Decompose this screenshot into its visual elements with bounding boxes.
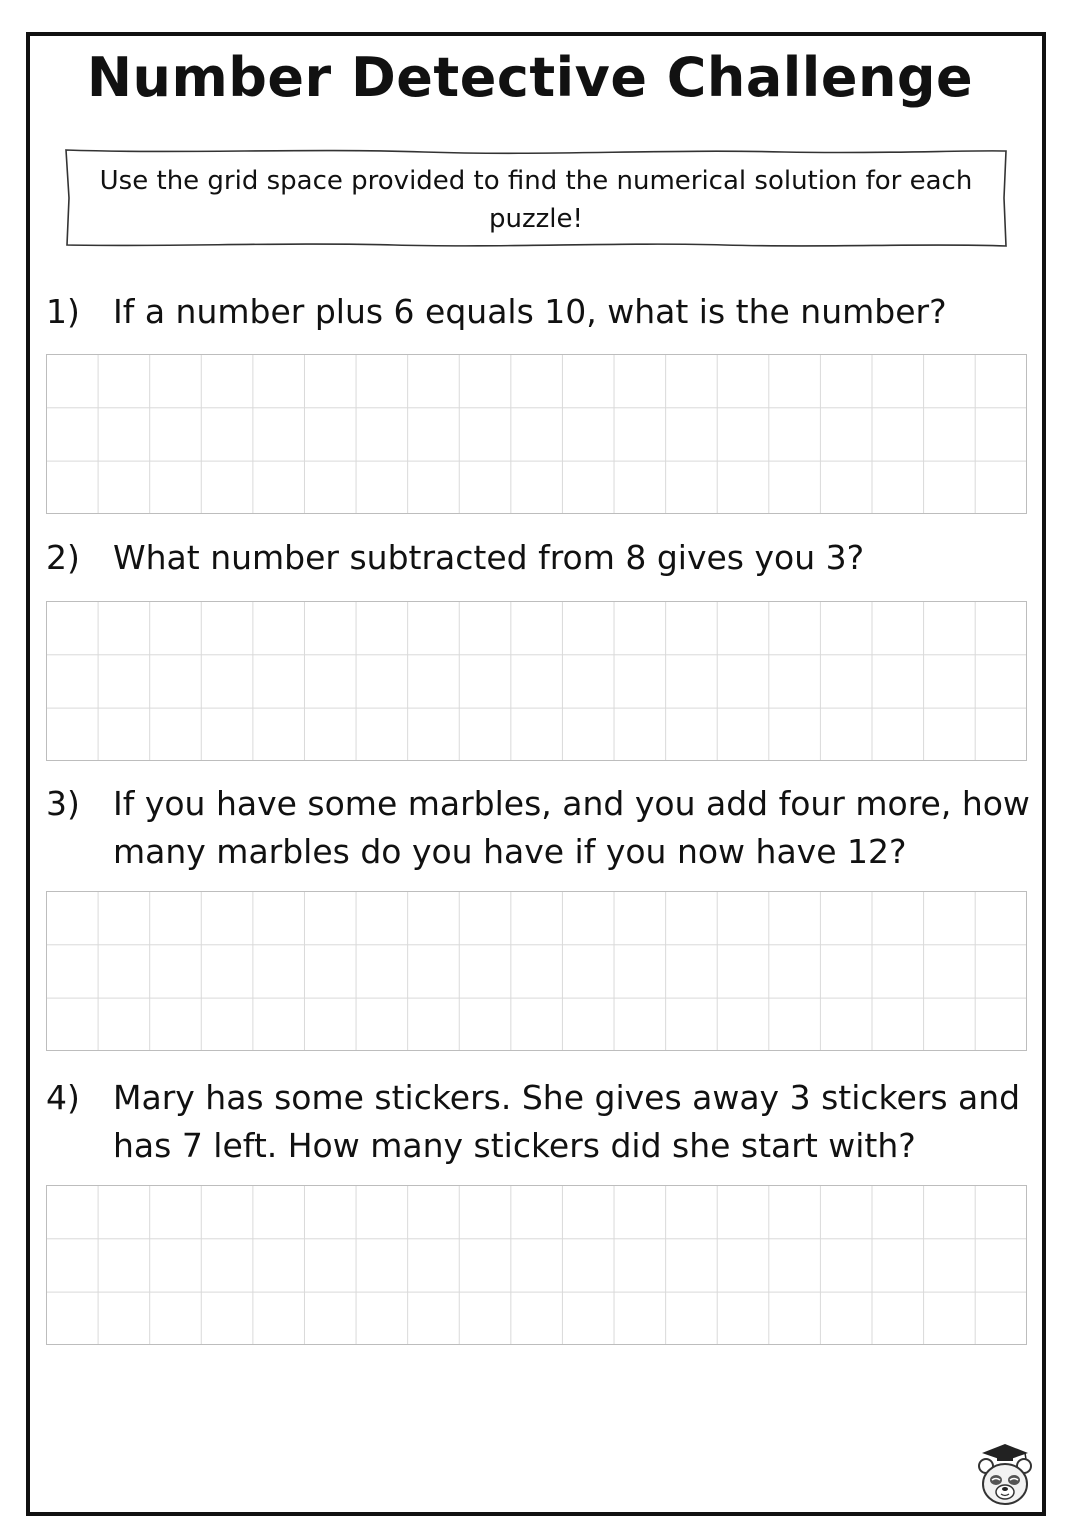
question-number: 4) [46,1078,80,1117]
question-text: If you have some marbles, and you add four more, how many marbles do you have if you now have 12? [113,784,1030,871]
question-number: 3) [46,784,80,823]
question-text: What number subtracted from 8 gives you 3? [113,538,865,577]
answer-grid-1[interactable] [46,354,1027,514]
page-title: Number Detective Challenge [86,46,974,109]
answer-grid-2[interactable] [46,601,1027,761]
question-text: Mary has some stickers. She gives away 3 stickers and has 7 left. How many stickers did she start with? [113,1078,1021,1165]
answer-grid-3[interactable] [46,891,1027,1051]
graduate-bear-icon [972,1442,1038,1508]
answer-grid-4[interactable] [46,1185,1027,1345]
instructions-box [64,148,1008,250]
question-number: 1) [46,292,80,331]
instructions-text: Use the grid space provided to find the numerical solution for each puzzle! [99,166,973,234]
question-number: 2) [46,538,80,577]
question-text: If a number plus 6 equals 10, what is the number? [113,292,947,331]
